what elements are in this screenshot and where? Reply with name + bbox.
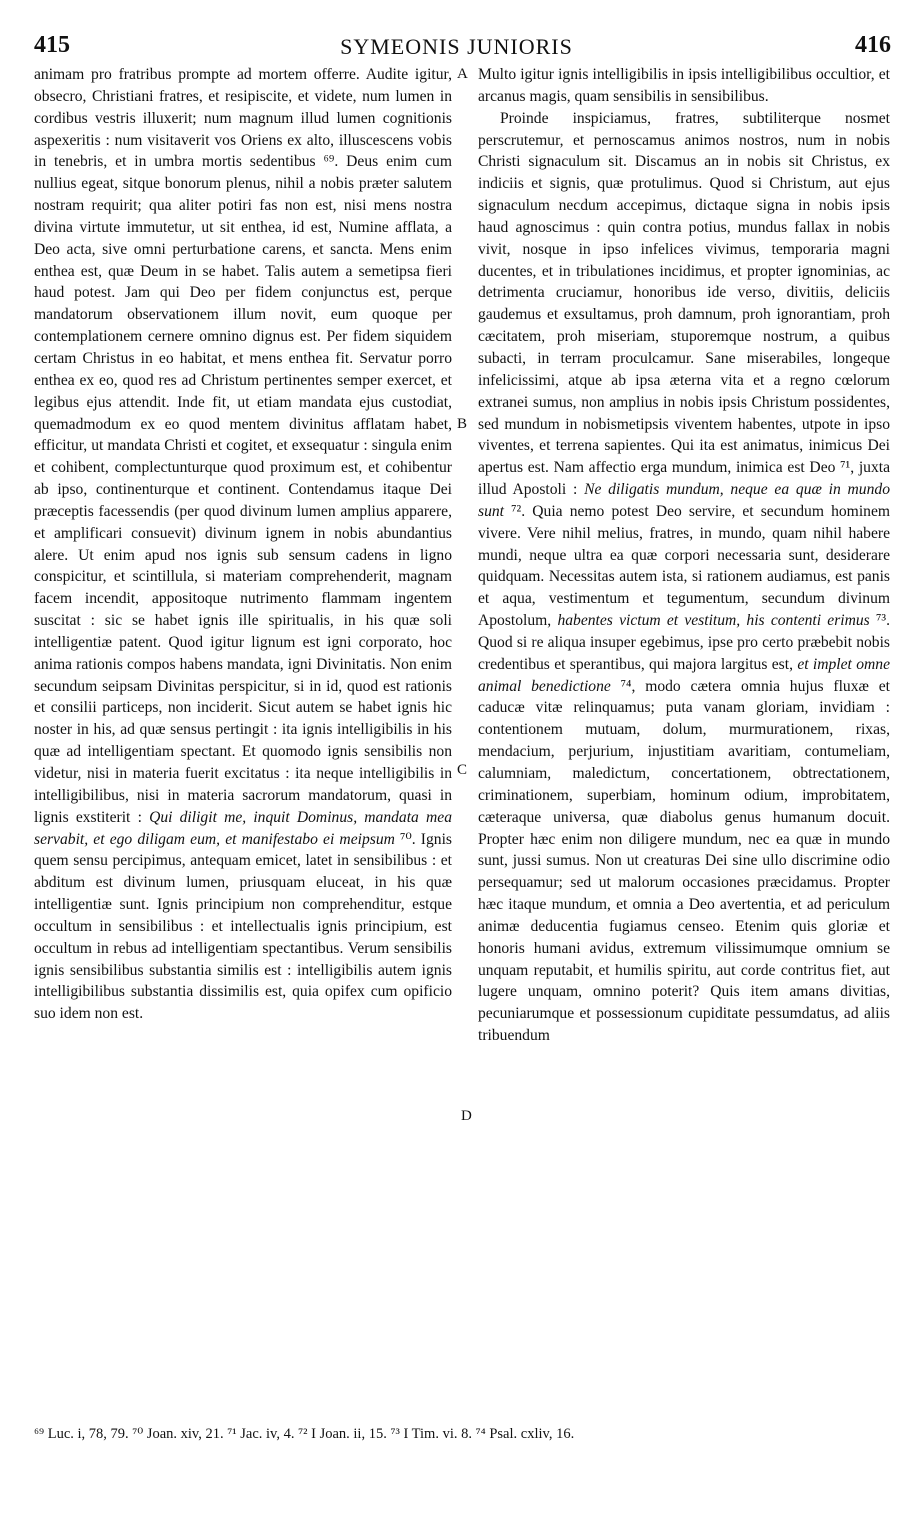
running-header [0,28,913,68]
right-paragraph-2 [478,108,890,1047]
page-number-left: 415 [34,32,70,58]
left-paragraph [34,64,452,1025]
scripture-quote-1: Qui diligit me, inquit Dominus, mandata mea servabit, et ego diligam eum, et manifestabo ei meipsum [34,808,452,848]
scripture-quote-4: et implet omne animal benedictione [478,655,890,695]
left-column [34,64,452,1025]
right-text-3: ⁷³. Quod si re aliqua insuper egebimus, ipse pro certo præbebit nobis credentibus et sperantibus, qui majora largitus est, [478,612,890,673]
section-marker-a: A [457,66,468,82]
footnotes: ⁶⁹ Luc. i, 78, 79. ⁷⁰ Joan. xiv, 21. ⁷¹ Jac. iv, 4. ⁷² I Joan. ii, 15. ⁷³ I Tim. vi. 8. ⁷⁴ Psal. cxliv, 16. [34,1426,575,1442]
section-marker-c: C [457,762,468,778]
right-paragraph-1: Multo igitur ignis intelligibilis in ipsis intelligibilibus occultior, et arcanus magis, quam sensibilis in sensibilibus. [478,66,890,105]
right-text-2: ⁷². Quia nemo potest Deo servire, et secundum hominem vivere. Vere nihil melius, fratres, in mundo, quam nihil habere mundi, neque ultra ea quæ corpori necessaria sunt, desiderare quidquam. Necessitas autem ista, si rationem audiamus, est panis et aqua, vestimentum et tegumentum, secundum divinum Apostolum, [478,502,890,630]
right-text-4: ⁷⁴, modo cætera omnia hujus fluxæ et caducæ vitæ relinquamus; puta vanam gloriam, invidiam : contentionem mutuam, dolum, murmurationem, rixas, mendacium, perjurium, injustitiam avaritiam, contumeliam, calumniam, maledictum, concertationem, obtrectationem, criminationem, superbiam, hominum odium, improbitatem, cæteraque universa, quæ diabolus genus humanum docuit. Propter hæc enim non diligere mundum, nec ea quæ in mundo sunt, jussi sumus. Non ut creaturas Dei sine ullo discrimine odio persequamur; sed ut malorum occasiones præcidamus. Propter hæc itaque mundum, et omnia a Deo avertentia, et ad periculum animæ deducentia fugiamus censeo. Etenim quis gloriæ et honoris humani avidus, extremum vilissimumque omnium se unquam reputabit, et humilis spiritu, aut corde contritus fiet, aut lugere unquam, omnino poterit? Quis item amans divitias, pecuniarumque et possessionum cupiditate pessumdatus, ad aliis tribuendum [478,677,890,1045]
section-marker-b: B [457,416,468,432]
left-text-2: ⁷⁰. Ignis quem sensu percipimus, antequam emicet, latet in sensibilibus : et abditum est divinum lumen, priusquam eluceat, in his quæ intelligentiæ sunt. Ignis principium non comprehenditur, estque occultum in sensibilibus : et intellectualis ignis principium, est occultum in rebus ad intelligentiam spectantibus. Verum sensibilis ignis sensibilibus substantia similis est : intelligibilis autem ignis intelligibilibus substantia dissimilis est, quia opifex cum opificio suo idem non est. [34,830,452,1023]
right-column [478,64,890,1047]
scripture-quote-2: Ne diligatis mundum, neque ea quæ in mundo sunt [478,481,890,520]
left-text-1: animam pro fratribus prompte ad mortem offerre. Audite igitur, obsecro, Christiani fratres, et resipiscite, et videte, num lumen in cordibus vestris illuxerit; num magnum illud lumen cognitionis aspexeritis : num visitaverit vos Oriens ex alto, illuscescens vobis in tenebris, et in umbra mortis sedentibus ⁶⁹. Deus enim cum nullius egeat, sitque bonorum plenus, nihil a nobis præter salutem nostram requirit; qua aliter potiri fas non est, nisi mens nostra divina virtute immutetur, ut sit enthea, id est, Numine afflata, a Deo acta, sive omni perturbatione carens, et sancta. Mens enim enthea est, quæ Deum in se habet. Talis autem a semetipsa fieri haud potest. Jam qui Deo per fidem conjunctus est, perque mandatorum observationem illum novit, eum quoque per contemplationem cernere omnino dignus est. Per fidem siquidem certam Christus in eo habitat, et mens enthea fit. Servatur porro enthea ex eo, quod res ad Christum pertinentes semper exercet, et legibus ejus attendit. Inde fit, ut etiam mandata ejus custodiat, quemadmodum ex eo quod mentem divinitus afflatam habet, efficitur, ut mandata Christi et cogitet, et exsequatur : singula enim et cohibent, complectunturque quod proximum est, et cohibentur ab ipso, continenturque et continent. Contendamus itaque Dei præceptis facessendis (per quod divinum lumen amplius apparere, et amplificari consuevit) divinum ignem in nobis abundantius alere. Ut enim apud nos ignis sub sensum cadens in ligno conspicitur, et scintillula, si materiam comprehenderit, magnam facem incendit, appositoque nutrimento flammam ingentem suscitat : sic se habet ignis ille spiritualis, in his quæ soli intelligentiæ patent. Quod igitur lignum est igni corporato, hoc anima rationis compos habens mandata, igni Divinitatis. Non enim secundum seipsam Divinitas perspicitur, si in id, quod est rationis et consilii particeps, non inciderit. Sicut autem se habet ignis hic noster in his, ad quæ sensus pertingit : ita ignis intelligibilis in his quæ ad intelligentiam spectant. Et quomodo ignis sensibilis non videtur, nisi in materia fuerit excitatus : ita neque intelligibilis in intelligibilibus, nisi in materia sacrorum mandatorum, quasi in lignis exstiterit : [34,66,452,826]
scripture-quote-3: habentes victum et vestitum, his contenti erimus [557,612,870,630]
page-number-right: 416 [855,32,891,58]
running-title: SYMEONIS JUNIORIS [340,34,573,59]
section-marker-d: D [461,1108,472,1124]
right-text-1: Proinde inspiciamus, fratres, subtiliterque nosmet perscrutemur, et pernoscamus animos nostros, num in nobis Christi signaculum sit. Discamus an in nobis sit Christus, ex indiciis et signis, quæ protulimus. Quod si Christum, aut ejus signaculum necdum accepimus, dictaque signa in nobis ipsis haud agnoscimus : quin contra potius, mundus fallax in nobis vivit, nosque in ipso infelices vivimus, temporaria magni ducentes, et in tribulationes incidimus, et propter ignominias, ac detrimenta cruciamur, honoribus ide verso, divitiis, deliciis gaudemus et exsultamus, proh damnum, proh ignorantiam, proh cæcitatem, proh miseriam, stuporemque nostrum, a quibus subacti, in terram proculcamur. Sane miserabiles, longeque infelicissimi, atque ab ipsa æterna vita et a regno cœlorum extranei sumus, non amplius in nobis ipsis Christum possidentes, sed mundum in nobismetipsis viventem habentes, utpote in ipso viventes, et terrena sapientes. Qui ita est animatus, inimicus Dei apertus est. Nam affectio erga mundum, inimica est Deo ⁷¹, juxta illud Apostoli : [478,109,890,499]
